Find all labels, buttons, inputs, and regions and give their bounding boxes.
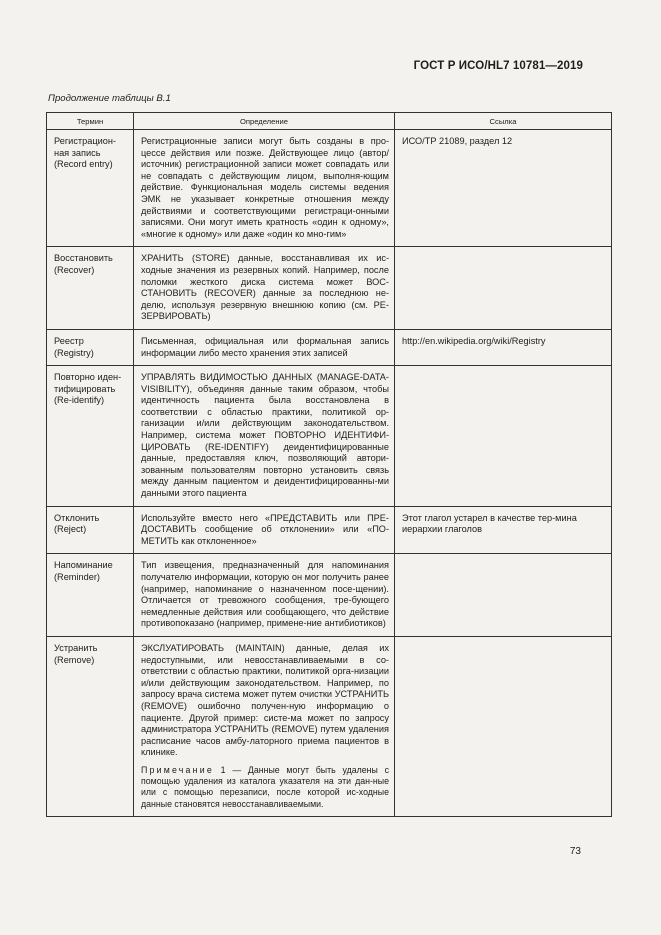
definition-cell: Письменная, официальная или формальная запись информации либо место хранения этих записей <box>134 329 395 365</box>
reference-cell: Этот глагол устарел в качестве тер-мина иерархии глаголов <box>395 506 612 554</box>
term-cell: Отклонить (Reject) <box>47 506 134 554</box>
table-row <box>47 329 612 365</box>
column-header-term: Термин <box>47 113 134 130</box>
definition-cell: Регистрационные записи могут быть созданы в про-цессе действия или позже. Действующее лицо (автор/источник) регистрационной записи может совпадать или не совпадать с действующим лицом, выполня-ющим действие. Функциональная модель системы ведения ЭМК не указывает конкретные отношения между действиями и соответствующими регистраци-онными записями. Они могут иметь кратность «один к одному», «многие к одному» или даже «один ко мно-гим» <box>134 130 395 247</box>
term-cell: Восстановить (Recover) <box>47 247 134 330</box>
definition-cell: Тип извещения, предназначенный для напоминания получателю информации, которую он мог получить ранее (например, напоминание о назначенном посе-щении). Отличается от тревожного сообщения, тре-бующего немедленные действия или сообщающего, что действие противопоказано (например, примене-ние антибиотиков) <box>134 554 395 637</box>
definition-cell: Используйте вместо него «ПРЕДСТАВИТЬ или ПРЕ-ДОСТАВИТЬ сообщение об отклонении» или «ПО-МЕТИТЬ как отклоненное» <box>134 506 395 554</box>
table-row <box>47 554 612 637</box>
definition-cell: ХРАНИТЬ (STORE) данные, восстанавливая их ис-ходные значения из резервных копий. Например, после поломки жесткого диска система может ВОС-СТАНОВИТЬ (RECOVER) данные за последнюю не-делю, используя резервную внешнюю копию (см. РЕ-ЗЕРВИРОВАТЬ) <box>134 247 395 330</box>
reference-cell <box>395 247 612 330</box>
reference-cell: ИСО/ТР 21089, раздел 12 <box>395 130 612 247</box>
table-caption: Продолжение таблицы В.1 <box>48 93 171 104</box>
reference-cell <box>395 366 612 507</box>
table-row <box>47 506 612 554</box>
definition-cell: УПРАВЛЯТЬ ВИДИМОСТЬЮ ДАННЫХ (MANAGE-DATA-VISIBILITY), объединяя данные таким образом, чтобы идентичность пациента была восстановлена в соответствии с областью практики, политикой ор-ганизации и/или действующим законодательством. Например, система может ПОВТОРНО ИДЕНТИФИ-ЦИРОВАТЬ (RE-IDENTIFY) деидентифицированные данные, предоставляя ключ, позволяющий автори-зованным пользователям повторно установить связь между данным пациентом и деидентифицированны-ми данными этого пациента <box>134 366 395 507</box>
table-row <box>47 247 612 330</box>
term-cell: Регистрацион- ная запись (Record entry) <box>47 130 134 247</box>
table-row <box>47 366 612 507</box>
column-header-definition: Определение <box>134 113 395 130</box>
term-cell: Реестр (Registry) <box>47 329 134 365</box>
document-header: ГОСТ Р ИСО/HL7 10781—2019 <box>413 60 583 72</box>
reference-cell: http://en.wikipedia.org/wiki/Registry <box>395 329 612 365</box>
term-cell: Устранить (Remove) <box>47 636 134 816</box>
note-paragraph <box>141 765 389 810</box>
table-row <box>47 130 612 247</box>
definitions-table <box>46 112 612 817</box>
reference-cell <box>395 636 612 816</box>
definition-cell: ЭКСЛУАТИРОВАТЬ (MAINTAIN) данные, делая их недоступными, или невосстанавливаемыми в со-ответствии с областью практики, политикой орга-низации и/или действующим законодательством. Например, по запросу врача система может путем очистки УСТРАНИТЬ (REMOVE) ошибочно получен-ную информацию о пациенте. Другой пример: систе-ма может по запросу администратора УСТРАНИТЬ (REMOVE) путем удаления расписание часов амбу-латорного приема пациентов в клинике. Примечание 1 — Данные могут быть удалены с помощью удаления из каталога указателя на эти дан-ные или с помощью перезаписи, после которой ис-ходные данные становятся невосстанавливаемыми. <box>134 636 395 816</box>
table-row <box>47 636 612 816</box>
reference-cell <box>395 554 612 637</box>
table-header-row <box>47 113 612 130</box>
note-text: 1 — Данные могут быть удалены с помощью удаления из каталога указателя на эти дан-ные или с помощью перезаписи, после которой ис-ходные данные становятся невосстанавливаемыми. <box>141 764 389 809</box>
page-number: 73 <box>569 846 581 857</box>
column-header-reference: Ссылка <box>395 113 612 130</box>
term-cell: Повторно иден- тифицировать (Re-identify) <box>47 366 134 507</box>
note-label: Примечание <box>141 764 214 775</box>
term-cell: Напоминание (Reminder) <box>47 554 134 637</box>
